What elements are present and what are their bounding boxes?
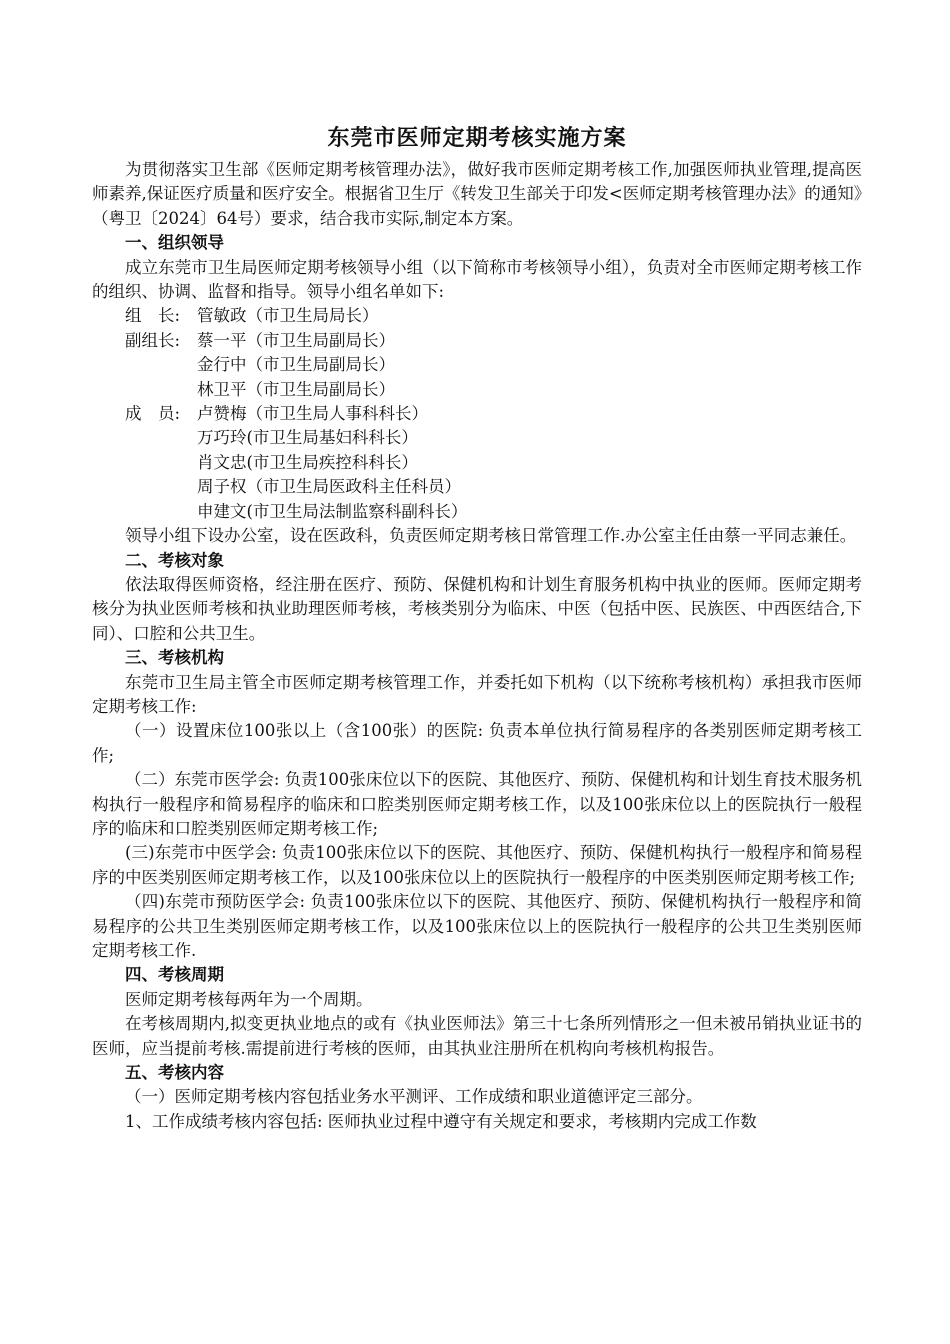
member-line	[92, 378, 862, 402]
member-line	[92, 500, 862, 524]
section-heading-cycle: 四、考核周期	[125, 965, 224, 985]
member-name: 蔡一平（市卫生局副局长）	[197, 330, 395, 350]
section-heading-targets: 二、考核对象	[125, 550, 224, 570]
content-paragraph: 1、工作成绩考核内容包括: 医师执业过程中遵守有关规定和要求，考核期内完成工作数	[125, 1111, 757, 1131]
section-heading-organization: 一、组织领导	[125, 233, 224, 253]
member-line	[92, 475, 862, 499]
cycle-paragraph: 在考核周期内,拟变更执业地点的或有《执业医师法》第三十七条所列情形之一但未被吊销执业证书的医师，应当提前考核.需提前进行考核的医师，由其执业注册所在机构向考核机构报告。	[92, 1014, 862, 1058]
content-paragraph: （一）医师定期考核内容包括业务水平测评、工作成绩和职业道德评定三部分。	[125, 1087, 703, 1107]
member-name: 肖文忠(市卫生局疾控科科长）	[197, 452, 418, 472]
member-name: 管敏政（市卫生局局长）	[197, 306, 379, 326]
member-line	[92, 426, 862, 450]
member-name: 周子权（市卫生局医政科主任科员）	[197, 477, 461, 497]
institution-item: （一）设置床位100张以上（含100张）的医院: 负责本单位执行简易程序的各类别医师定期考核工作;	[92, 721, 862, 765]
office-paragraph: 领导小组下设办公室，设在医政科，负责医师定期考核日常管理工作.办公室主任由蔡一平同志兼任。	[125, 526, 857, 546]
member-line	[92, 451, 862, 475]
member-name: 卢赞梅（市卫生局人事科科长）	[197, 404, 428, 424]
institutions-paragraph: 东莞市卫生局主管全市医师定期考核管理工作，并委托如下机构（以下统称考核机构）承担我市医师定期考核工作:	[92, 672, 862, 716]
member-role: 组 长:	[125, 306, 181, 326]
member-role: 副组长:	[125, 330, 181, 350]
member-line	[92, 304, 862, 328]
member-name: 金行中（市卫生局副局长）	[197, 355, 395, 375]
member-line	[92, 353, 862, 377]
member-name: 申建文(市卫生局法制监察科副科长）	[197, 501, 468, 521]
member-line	[92, 402, 862, 426]
member-role: 成 员:	[125, 404, 181, 424]
institution-item: (三)东莞市中医学会: 负责100张床位以下的医院、其他医疗、预防、保健机构执行一般程序和简易程序的中医类别医师定期考核工作，以及100张床位以上的医院执行一般程序的中医类别医师定期考核工作;	[92, 843, 862, 887]
institution-item: （二）东莞市医学会: 负责100张床位以下的医院、其他医疗、预防、保健机构和计划生育技术服务机构执行一般程序和简易程序的临床和口腔类别医师定期考核工作，以及100张床位以上的医院执行一般程序的临床和口腔类别医师定期考核工作;	[92, 770, 862, 838]
organization-paragraph: 成立东莞市卫生局医师定期考核领导小组（以下简称市考核领导小组），负责对全市医师定期考核工作的组织、协调、监督和指导。领导小组名单如下:	[92, 257, 862, 302]
member-name: 林卫平（市卫生局副局长）	[197, 379, 395, 399]
member-list	[92, 304, 862, 524]
document-title: 东莞市医师定期考核实施方案	[327, 126, 627, 151]
intro-paragraph: 为贯彻落实卫生部《医师定期考核管理办法》，做好我市医师定期考核工作,加强医师执业管理,提高医师素养,保证医疗质量和医疗安全。根据省卫生厅《转发卫生部关于印发<医师定期考核管理办法》的通知》（粤卫〔2024〕64号）要求，结合我市实际,制定本方案。	[92, 160, 862, 228]
member-name: 万巧玲(市卫生局基妇科科长）	[197, 428, 418, 448]
targets-paragraph: 依法取得医师资格，经注册在医疗、预防、保健机构和计划生育服务机构中执业的医师。医师定期考核分为执业医师考核和执业助理医师考核，考核类别分为临床、中医（包括中医、民族医、中西医结合,下同）、口腔和公共卫生。	[92, 574, 862, 643]
section-heading-content: 五、考核内容	[125, 1063, 224, 1083]
cycle-paragraph: 医师定期考核每两年为一个周期。	[125, 989, 373, 1009]
section-heading-institutions: 三、考核机构	[125, 648, 224, 668]
institution-item: （四)东莞市预防医学会: 负责100张床位以下的医院、其他医疗、预防、保健机构执行一般程序和简易程序的公共卫生类别医师定期考核工作，以及100张床位以上的医院执行一般程序的公共卫生类别医师定期考核工作.	[92, 892, 862, 960]
member-line	[92, 329, 862, 353]
